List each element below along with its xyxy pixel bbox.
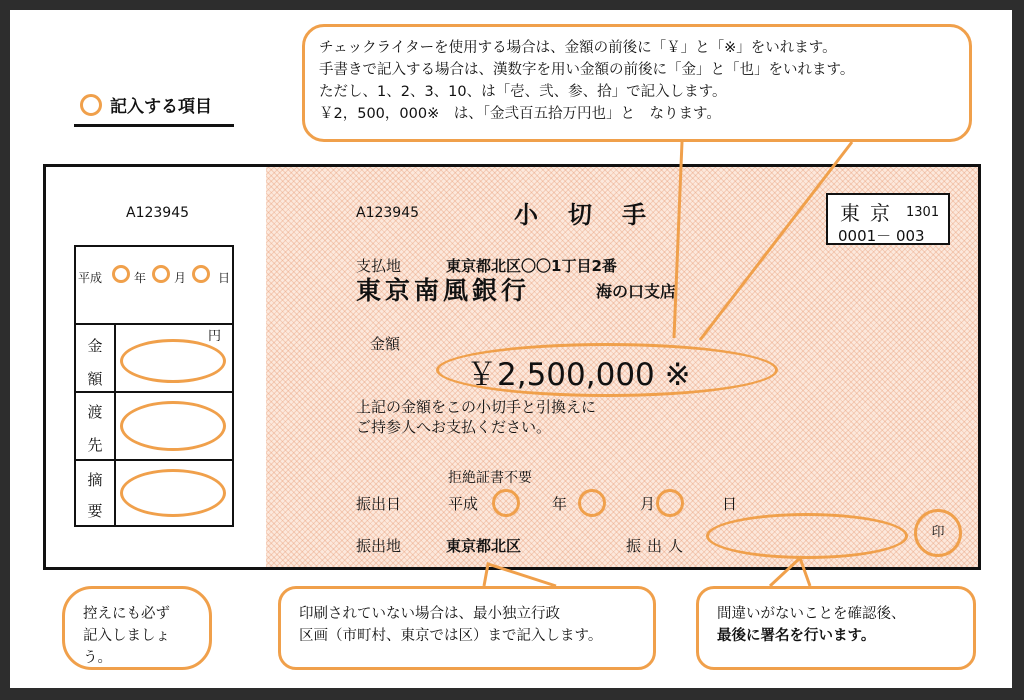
stub-serial: A123945 (126, 205, 190, 221)
legend (74, 90, 234, 127)
stub-row-label: 摘 要 (76, 461, 116, 525)
pay-place-label: 支払地 (356, 257, 402, 275)
stub-day-label: 日 (218, 271, 231, 285)
stub-amount-row (76, 325, 232, 393)
amount-label: 金額 (370, 335, 401, 353)
stub-payee-field[interactable] (120, 401, 226, 451)
stub-day-field[interactable] (192, 265, 210, 283)
callout-line: 手書きで記入する場合は、漢数字を用い金額の前後に「金」と「也」をいれます。 (319, 62, 855, 78)
issue-date-label: 振出日 (356, 495, 402, 513)
cheque-serial: A123945 (356, 205, 420, 221)
issue-year-label: 年 (552, 495, 568, 513)
refusal-note: 拒絶証書不要 (448, 470, 532, 486)
stub-reminder-callout: 控えにも必ず 記入しましょう。 (62, 586, 212, 670)
issue-month-field[interactable] (578, 489, 606, 517)
bank-name: 東京南風銀行 (356, 276, 531, 305)
page (10, 10, 1012, 688)
stub-row-label: 金 額 (76, 325, 116, 391)
issue-era: 平成 (448, 495, 479, 513)
signature-callout: 間違いがないことを確認後、 最後に署名を行います。 (696, 586, 976, 670)
legend-label: 記入する項目 (110, 97, 212, 117)
circle-marker-icon (80, 94, 102, 116)
bank-code-small: 1301 (906, 205, 940, 220)
issue-place: 東京都北区 (446, 537, 522, 555)
issue-year-field[interactable] (492, 489, 520, 517)
stub-memo-field[interactable] (120, 469, 226, 517)
stub-payee-row (76, 393, 232, 461)
bank-code-box (826, 193, 950, 245)
stub-month-label: 月 (174, 271, 187, 285)
signature-field[interactable] (706, 513, 908, 559)
bank-code-number: 0001－ 003 (838, 227, 925, 245)
issue-month-label: 月 (640, 495, 656, 513)
stub-amount-field[interactable] (120, 339, 226, 383)
cheque (43, 164, 981, 570)
issue-place-label: 振出地 (356, 537, 402, 555)
payment-instruction: 上記の金額をこの小切手と引換えに ご持参人へお支払ください。 (356, 398, 597, 436)
callout-line: チェックライターを使用する場合は、金額の前後に「￥」と「※」をいれます。 (319, 40, 837, 56)
stub-row-label: 渡 先 (76, 393, 116, 459)
stub-memo-row (76, 461, 232, 525)
amount-instructions-callout (302, 24, 972, 142)
callout-line: ￥2，500，000※ は、「金弐百五拾万円也」と なります。 (319, 106, 721, 122)
stub-month-field[interactable] (152, 265, 170, 283)
seal-field[interactable]: 印 (914, 509, 962, 557)
cheque-title: 小切手 (514, 201, 676, 229)
issue-place-callout: 印刷されていない場合は、最小独立行政 区画（市町村、東京では区）まで記入します。 (278, 586, 656, 670)
amount-value: ￥2,500,000 ※ (466, 357, 691, 393)
stub-year-field[interactable] (112, 265, 130, 283)
drawer-label: 振出人 (626, 537, 690, 555)
callout-line: ただし、1、2、3、10、は「壱、弐、参、拾」で記入します。 (319, 84, 727, 100)
bank-code-city: 東京 (840, 201, 900, 225)
stub-year-label: 年 (134, 271, 147, 285)
stub-table (74, 245, 234, 527)
stub-yen-unit: 円 (208, 329, 222, 344)
pay-place: 東京都北区〇〇1丁目2番 (446, 257, 617, 275)
stub-date-row (76, 247, 232, 325)
issue-day-field[interactable] (656, 489, 684, 517)
stub-era: 平成 (78, 271, 103, 285)
branch-name: 海の口支店 (596, 282, 677, 301)
issue-day-label: 日 (722, 495, 738, 513)
